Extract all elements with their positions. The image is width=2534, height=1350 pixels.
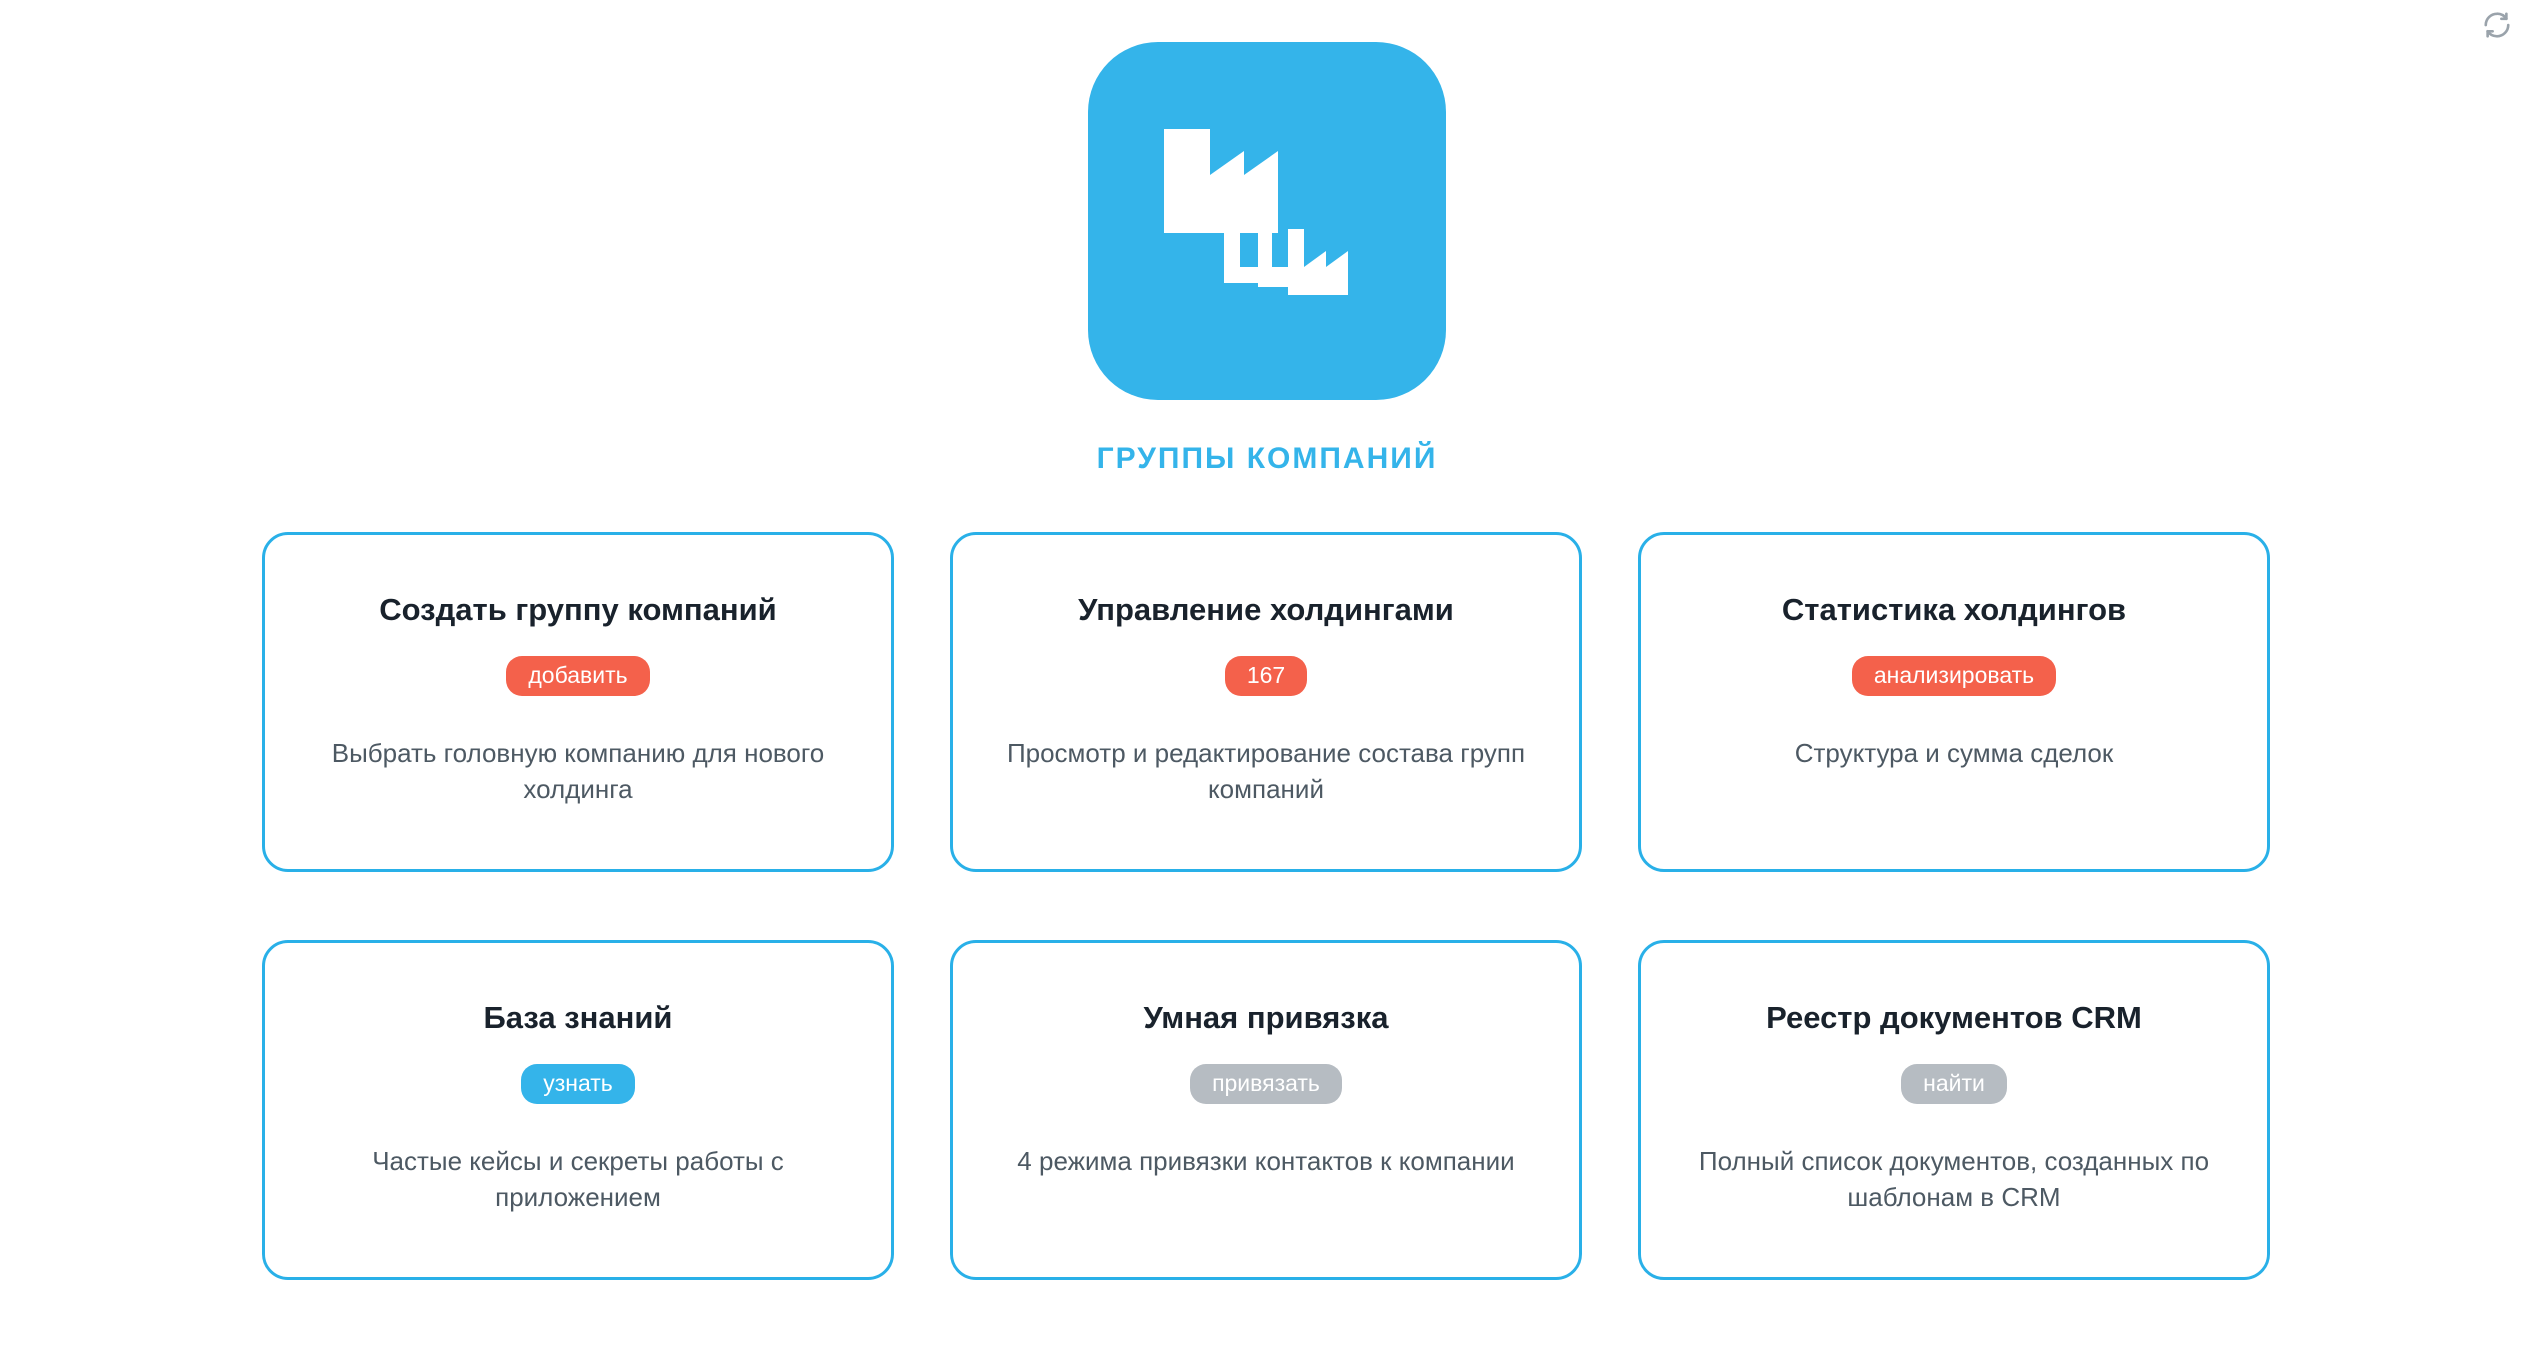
card-description: 4 режима привязки контактов к компании bbox=[1017, 1146, 1515, 1177]
factory-group-icon-glyph bbox=[1152, 121, 1382, 321]
card-title: Создать группу компаний bbox=[379, 592, 777, 627]
card-badge[interactable]: узнать bbox=[521, 1064, 635, 1104]
card-badge[interactable]: 167 bbox=[1225, 656, 1307, 696]
card-description: Полный список документов, созданных по шаблонам в CRM bbox=[1698, 1146, 2210, 1213]
card-manage-holdings[interactable] bbox=[950, 532, 1582, 872]
card-title: База знаний bbox=[483, 1000, 673, 1035]
card-smart-binding[interactable] bbox=[950, 940, 1582, 1280]
card-description: Выбрать головную компанию для нового холдинга bbox=[331, 738, 825, 805]
cards-grid bbox=[262, 532, 2272, 1280]
card-title: Статистика холдингов bbox=[1781, 592, 2127, 627]
card-description: Просмотр и редактирование состава групп компаний bbox=[1006, 738, 1526, 805]
card-crm-documents-registry[interactable] bbox=[1638, 940, 2270, 1280]
card-description: Частые кейсы и секреты работы с приложением bbox=[372, 1146, 784, 1213]
card-badge[interactable]: добавить bbox=[506, 656, 649, 696]
page-title: ГРУППЫ КОМПАНИЙ bbox=[1096, 442, 1438, 475]
card-title: Управление холдингами bbox=[1078, 592, 1454, 627]
card-badge[interactable]: привязать bbox=[1190, 1064, 1342, 1104]
card-knowledge-base[interactable] bbox=[262, 940, 894, 1280]
card-badge[interactable]: найти bbox=[1901, 1064, 2007, 1104]
card-description: Структура и сумма сделок bbox=[1794, 738, 2114, 769]
refresh-icon[interactable] bbox=[2478, 6, 2516, 44]
card-title: Реестр документов CRM bbox=[1766, 1000, 2142, 1035]
factory-group-icon bbox=[1088, 42, 1446, 400]
hero-section bbox=[0, 0, 2534, 476]
card-create-group[interactable] bbox=[262, 532, 894, 872]
card-badge[interactable]: анализировать bbox=[1852, 656, 2056, 696]
card-title: Умная привязка bbox=[1143, 1000, 1389, 1035]
card-holdings-statistics[interactable] bbox=[1638, 532, 2270, 872]
refresh-icon-glyph bbox=[2482, 10, 2512, 40]
